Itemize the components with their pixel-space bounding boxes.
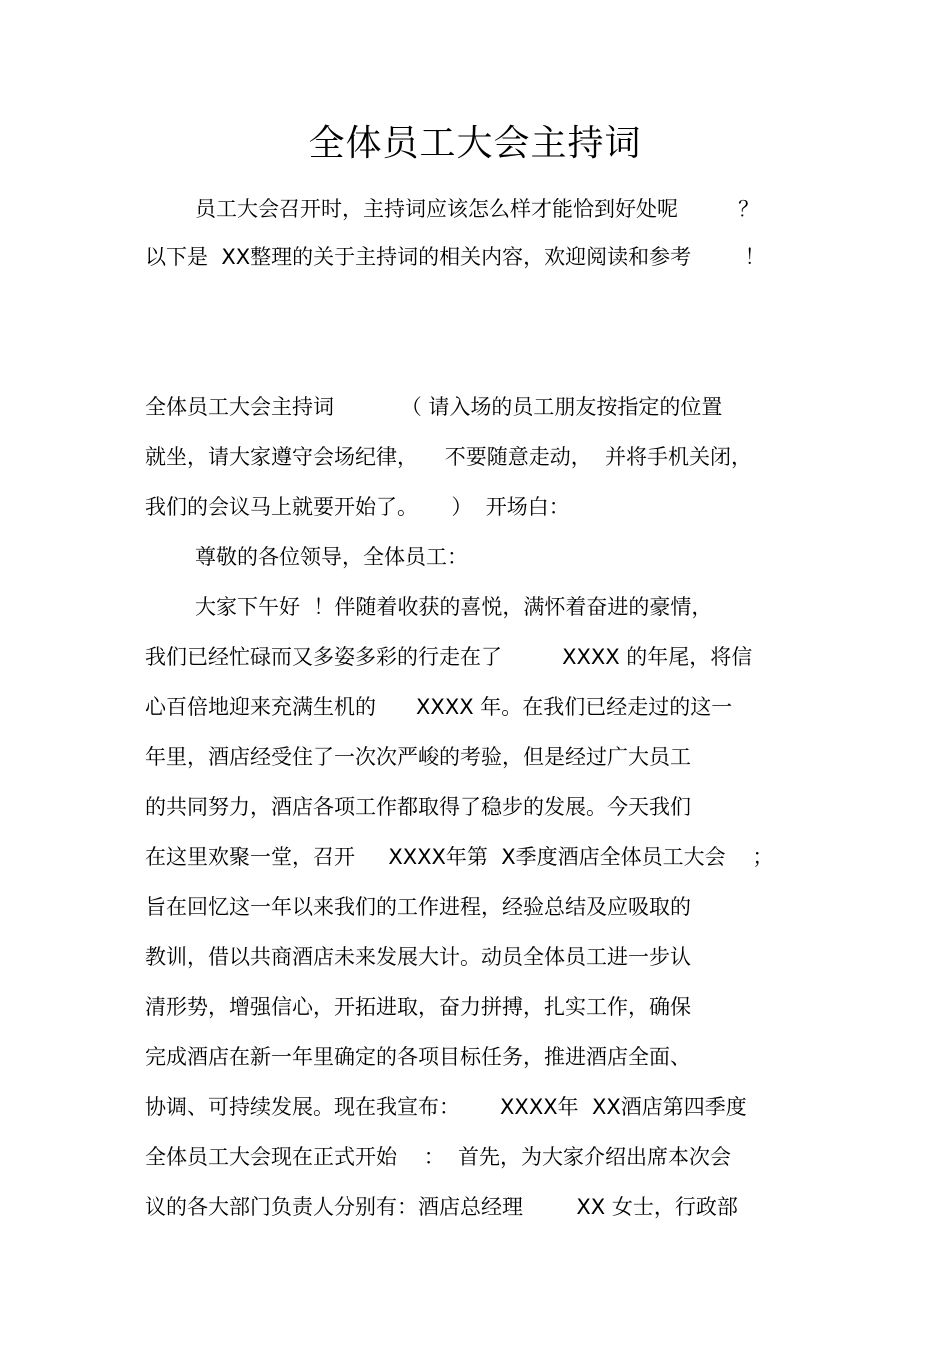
body-line-1: 全体员工大会主持词 （ 请入场的员工朋友按指定的位置 bbox=[145, 395, 723, 419]
body-line-11: 旨在回忆这一年以来我们的工作进程，经验总结及应吸取的 bbox=[145, 895, 691, 919]
intro-line-2: 以下是 XX整理的关于主持词的相关内容，欢迎阅读和参考 ！ bbox=[145, 245, 766, 269]
body-line-6: 我们已经忙碌而又多姿多彩的行走在了 XXXX 的年尾，将信 bbox=[145, 645, 753, 669]
intro-line-1: 员工大会召开时，主持词应该怎么样才能恰到好处呢 ？ bbox=[195, 197, 760, 221]
body-line-8: 年里，酒店经受住了一次次严峻的考验，但是经过广大员工 bbox=[145, 745, 691, 769]
body-line-13: 清形势，增强信心，开拓进取，奋力拼搏，扎实工作，确保 bbox=[145, 995, 691, 1019]
body-line-9: 的共同努力，酒店各项工作都取得了稳步的发展。今天我们 bbox=[145, 795, 691, 819]
body-line-3: 我们的会议马上就要开始了。 ） 开场白： bbox=[145, 495, 570, 519]
body-line-14: 完成酒店在新一年里确定的各项目标任务，推进酒店全面、 bbox=[145, 1045, 691, 1069]
body-line-17: 议的各大部门负责人分别有：酒店总经理 XX 女士，行政部 bbox=[145, 1195, 738, 1219]
body-line-16: 全体员工大会现在正式开始 ： 首先，为大家介绍出席本次会 bbox=[145, 1145, 732, 1169]
document-title: 全体员工大会主持词 bbox=[308, 123, 642, 164]
body-line-12: 教训，借以共商酒店未来发展大计。动员全体员工进一步认 bbox=[145, 945, 691, 969]
body-line-15: 协调、可持续发展。现在我宣布： XXXX年 XX酒店第四季度 bbox=[145, 1095, 747, 1119]
body-line-2: 就坐，请大家遵守会场纪律， 不要随意走动， 并将手机关闭， bbox=[145, 445, 753, 469]
body-line-10: 在这里欢聚一堂，召开 XXXX年第 X季度酒店全体员工大会 ； bbox=[145, 845, 774, 869]
body-line-7: 心百倍地迎来充满生机的 XXXX 年。在我们已经走过的这一 bbox=[145, 695, 733, 719]
body-line-5: 大家下午好 ！伴随着收获的喜悦，满怀着奋进的豪情， bbox=[195, 595, 713, 619]
body-line-4: 尊敬的各位领导，全体员工： bbox=[195, 545, 468, 569]
